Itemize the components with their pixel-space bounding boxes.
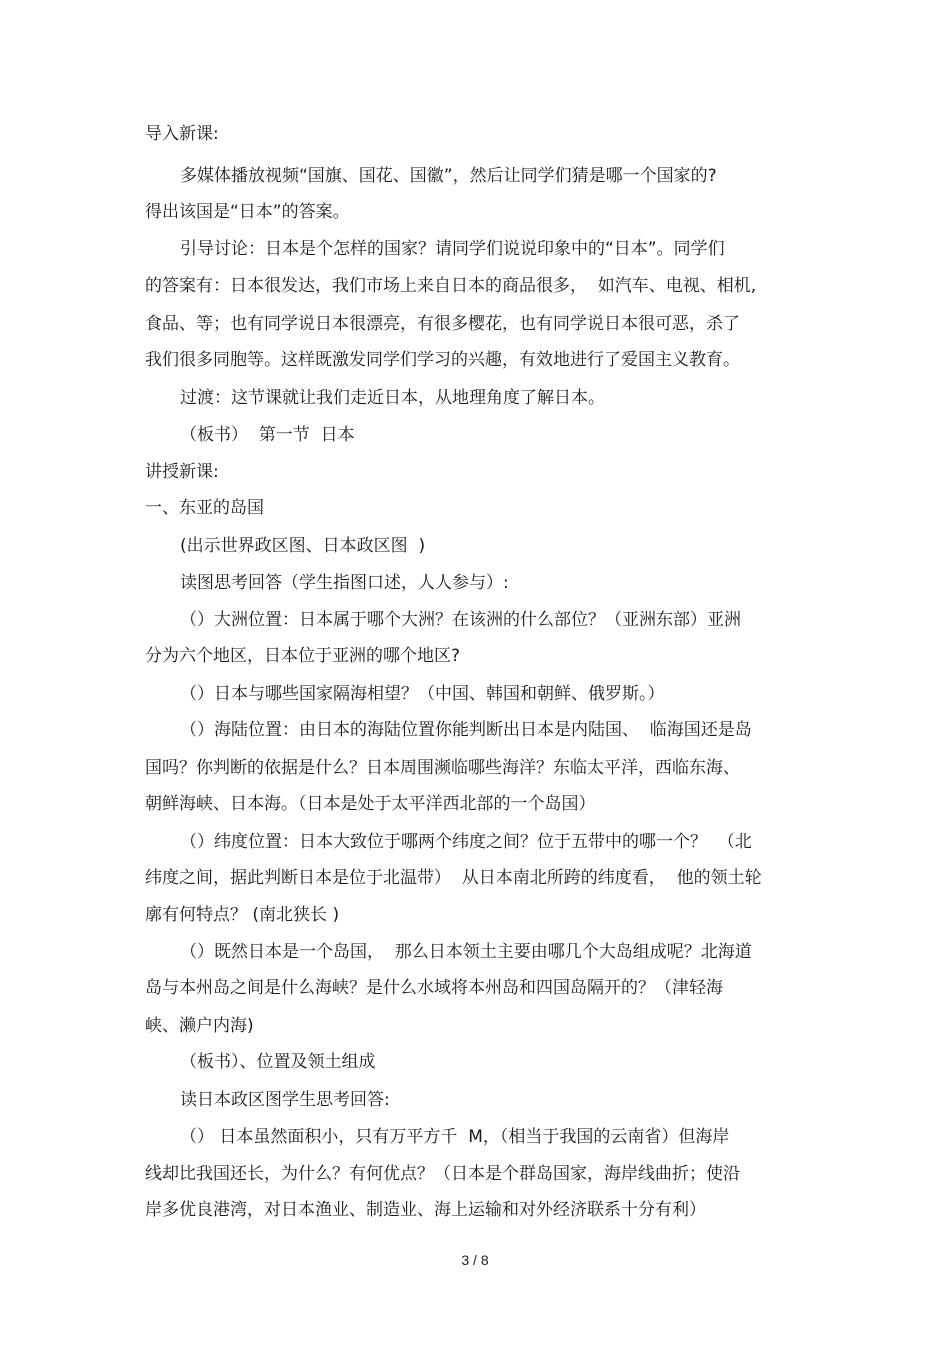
text-line: 多媒体播放视频“国旗、国花、国徽”，然后让同学们猜是哪一个国家的? xyxy=(180,166,717,186)
text-line: 引导讨论：日本是个怎样的国家？请同学们说说印象中的“日本”。同学们 xyxy=(180,239,725,259)
text-line: 朝鲜海峡、日本海。（日本是处于太平洋西北部的一个岛国） xyxy=(145,794,596,814)
text-line: （板书）、位置及领土组成 xyxy=(180,1052,376,1072)
text-line: 食品、等；也有同学说日本很漂亮，有很多樱花，也有同学说日本很可恶，杀了 xyxy=(145,314,740,334)
text-line: 廓有何特点？ (南北狭长 ) xyxy=(145,905,340,925)
text-line: （）既然日本是一个岛国， 那么日本领土主要由哪几个大岛组成呢？北海道 xyxy=(180,942,752,962)
text-line: 的答案有：日本很发达，我们市场上来自日本的商品很多， 如汽车、电视、相机, xyxy=(145,276,757,296)
text-line: 导入新课: xyxy=(145,124,219,144)
text-line: (出示世界政区图、日本政区图 ) xyxy=(180,536,426,556)
text-line: （板书） 第一节 日本 xyxy=(180,425,355,445)
text-line: 读日本政区图学生思考回答: xyxy=(180,1090,390,1110)
text-line: （）海陆位置：由日本的海陆位置你能判断出日本是内陆国、 临海国还是岛 xyxy=(180,720,752,740)
text-line: 得出该国是“日本”的答案。 xyxy=(145,202,350,222)
page-number: 3 / 8 xyxy=(461,1252,489,1268)
text-line: 峡、濑户内海) xyxy=(145,1016,254,1036)
text-line: （） 日本虽然面积小，只有万平方千 M，（相当于我国的云南省）但海岸 xyxy=(180,1127,730,1147)
section-heading: 讲授新课: xyxy=(145,462,219,482)
text-line: 读图思考回答（学生指图口述，人人参与）: xyxy=(180,573,509,593)
text-line: 国吗？你判断的依据是什么？日本周围濒临哪些海洋？东临太平洋，西临东海、 xyxy=(145,758,740,778)
text-line: （）大洲位置：日本属于哪个大洲？在该洲的什么部位？（亚洲东部）亚洲 xyxy=(180,610,741,630)
text-line: （）日本与哪些国家隔海相望？（中国、韩国和朝鲜、俄罗斯。） xyxy=(180,684,665,704)
text-line: 分为六个地区，日本位于亚洲的哪个地区? xyxy=(145,646,461,666)
text-line: 岛与本州岛之间是什么海峡？是什么水域将本州岛和四国岛隔开的？（津轻海 xyxy=(145,978,723,998)
text-line: （）纬度位置：日本大致位于哪两个纬度之间？位于五带中的哪一个？ （北 xyxy=(180,832,752,852)
section-heading: 一、东亚的岛国 xyxy=(145,498,264,518)
text-line: 纬度之间，据此判断日本是位于北温带） 从日本南北所跨的纬度看， 他的领土轮 xyxy=(145,868,762,888)
text-line: 岸多优良港湾，对日本渔业、制造业、海上运输和对外经济联系十分有利） xyxy=(145,1200,706,1220)
text-line: 线却比我国还长，为什么？有何优点？（日本是个群岛国家，海岸线曲折；使沿 xyxy=(145,1164,740,1184)
text-line: 我们很多同胞等。这样既激发同学们学习的兴趣，有效地进行了爱国主义教育。 xyxy=(145,350,740,370)
text-line: 过渡：这节课就让我们走近日本，从地理角度了解日本。 xyxy=(180,388,605,408)
